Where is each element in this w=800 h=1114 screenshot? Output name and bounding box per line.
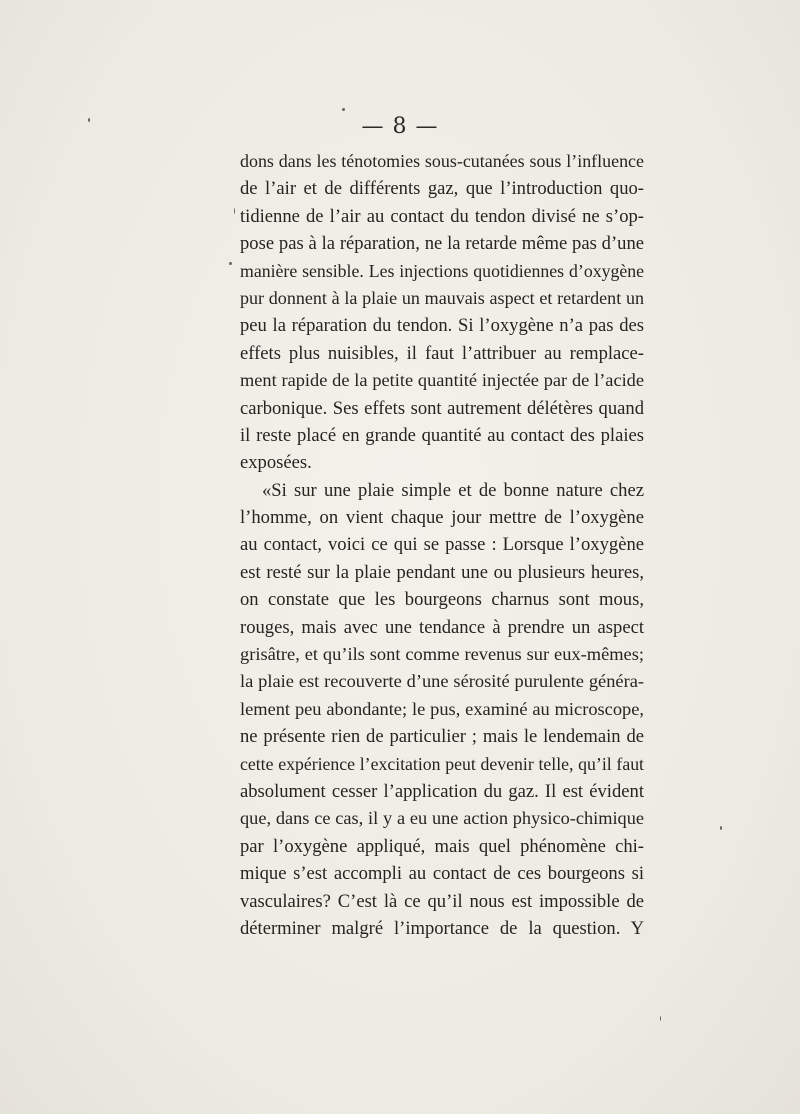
text-line: lement peu abondante; le pus, examiné au microscope,	[240, 698, 644, 719]
body-text	[240, 148, 644, 942]
text-line: est resté sur la plaie pendant une ou plusieurs heures,	[240, 561, 644, 583]
text-line: effets plus nuisibles, il faut l’attribuer au remplace-	[240, 342, 644, 364]
text-line: peu la réparation du tendon. Si l’oxygène n’a pas des	[240, 315, 644, 337]
text-line: au contact, voici ce qui se passe : Lorsque l’oxygène	[240, 534, 644, 556]
text-line: on constate que les bourgeons charnus sont mous,	[240, 589, 644, 611]
text-line: exposées.	[240, 452, 312, 474]
text-line: rouges, mais avec une tendance à prendre un aspect	[240, 616, 644, 638]
ink-speck	[229, 262, 232, 265]
text-line: manière sensible. Les injections quotidiennes d’oxygène	[240, 260, 644, 281]
text-line: carbonique. Ses effets sont autrement délétères quand	[240, 397, 644, 419]
text-line: ment rapide de la petite quantité injectée par de l’acide	[240, 370, 644, 391]
ink-speck	[660, 1016, 661, 1021]
text-line: dons dans les ténotomies sous-cutanées sous l’influence	[240, 151, 644, 171]
ink-speck	[234, 208, 235, 214]
page-number: — 8 —	[361, 114, 439, 139]
text-line: déterminer malgré l’importance de la question. Y	[240, 917, 644, 939]
text-line: par l’oxygène appliqué, mais quel phénomène chi-	[240, 835, 644, 857]
text-line: vasculaires? C’est là ce qu’il nous est impossible de	[240, 890, 644, 912]
text-line: pose pas à la réparation, ne la retarde même pas d’une	[240, 233, 644, 255]
text-line: absolument cesser l’application du gaz. Il est évident	[240, 780, 644, 802]
text-line: de l’air et de différents gaz, que l’introduction quo-	[240, 178, 644, 200]
text-line: il reste placé en grande quantité au contact des plaies	[240, 424, 644, 446]
text-line: cette expérience l’excitation peut devenir telle, qu’il faut	[240, 753, 644, 774]
text-line: pur donnent à la plaie un mauvais aspect et retardent un	[240, 287, 644, 308]
text-line: grisâtre, et qu’ils sont comme revenus sur eux-mêmes;	[240, 644, 644, 665]
text-line: ne présente rien de particulier ; mais le lendemain de	[240, 726, 644, 748]
text-line: que, dans ce cas, il y a eu une action physico-chimique	[240, 808, 644, 829]
text-line: «Si sur une plaie simple et de bonne nature chez	[262, 479, 644, 501]
text-line: la plaie est recouverte d’une sérosité purulente généra-	[240, 671, 644, 692]
ink-speck	[342, 108, 345, 111]
text-line: mique s’est accompli au contact de ces bourgeons si	[240, 863, 644, 885]
text-line: l’homme, on vient chaque jour mettre de l’oxygène	[240, 507, 644, 529]
ink-speck	[720, 826, 722, 830]
text-line: tidienne de l’air au contact du tendon divisé ne s’op-	[240, 205, 644, 227]
